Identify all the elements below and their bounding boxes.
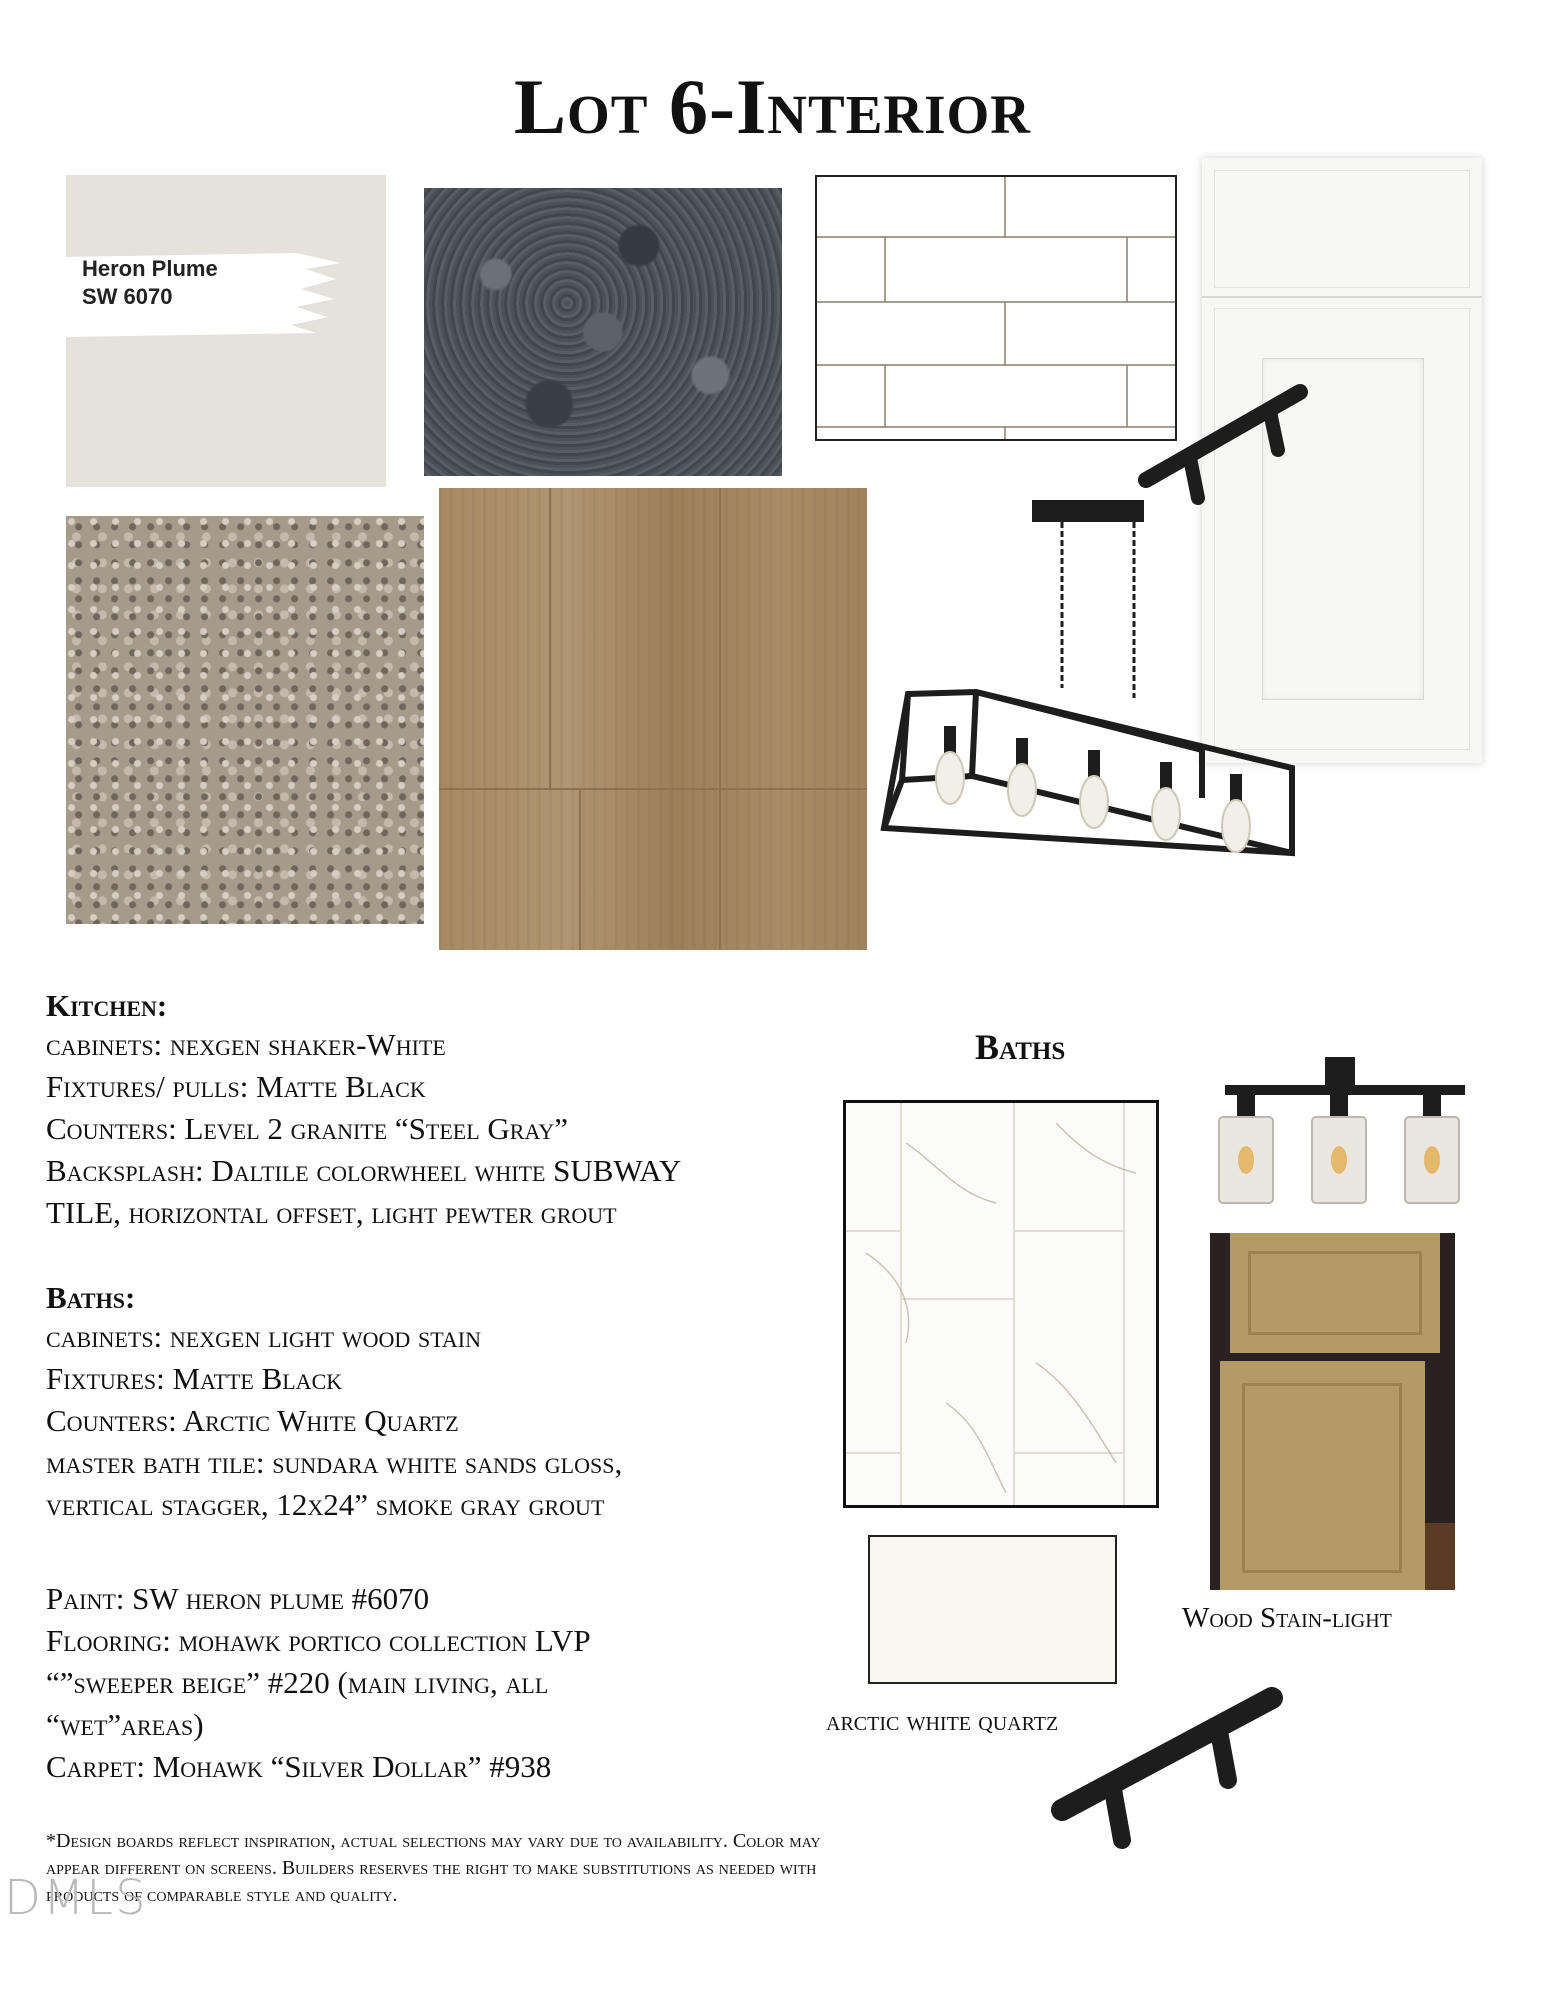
- baths-section-title: Baths: [975, 1027, 1066, 1067]
- general-spec-line: Paint: SW heron plume #6070: [46, 1581, 430, 1616]
- kitchen-heading: Kitchen:: [46, 988, 168, 1023]
- baths-spec-line: cabinets: nexgen light wood stain: [46, 1319, 482, 1354]
- master-bath-tile-sample: [843, 1100, 1159, 1508]
- general-spec-line: “wet”areas): [46, 1707, 204, 1742]
- bath-vanity-light-icon: [1215, 1055, 1475, 1215]
- paint-swatch: [66, 175, 386, 487]
- baths-spec-line: master bath tile: sundara white sands gloss,: [46, 1445, 623, 1480]
- cabinet-pull-icon: [1130, 370, 1330, 510]
- general-spec-line: “”sweeper beige” #220 (main living, all: [46, 1665, 549, 1700]
- kitchen-pendant-light-icon: [872, 498, 1302, 878]
- baths-spec-line: Counters: Arctic White Quartz: [46, 1403, 459, 1438]
- arctic-white-quartz-sample: [868, 1535, 1117, 1684]
- general-spec-line: Carpet: Mohawk “Silver Dollar” #938: [46, 1749, 552, 1784]
- general-specs: [46, 1578, 591, 1788]
- wood-stain-caption: Wood Stain-light: [1182, 1602, 1392, 1634]
- subway-tile-sample: [815, 175, 1177, 441]
- subway-tile-grid: [817, 177, 1175, 439]
- wood-floor-sample: [439, 488, 867, 950]
- baths-spec-line: Fixtures: Matte Black: [46, 1361, 343, 1396]
- baths-heading: Baths:: [46, 1280, 136, 1315]
- wood-stain-cabinet-sample: [1210, 1233, 1455, 1590]
- baths-spec-line: vertical stagger, 12x24” smoke gray grout: [46, 1487, 605, 1522]
- granite-sample: [424, 188, 782, 476]
- bath-tile-pattern: [846, 1103, 1156, 1505]
- kitchen-spec-line: Counters: Level 2 granite “Steel Gray”: [46, 1111, 568, 1146]
- kitchen-spec-line: Fixtures/ pulls: Matte Black: [46, 1069, 426, 1104]
- arctic-quartz-caption: arctic white quartz: [826, 1705, 1059, 1737]
- paint-swatch-name: Heron Plume: [82, 256, 218, 281]
- baths-specs: [46, 1280, 622, 1526]
- kitchen-spec-line: Backsplash: Daltile colorwheel white SUBWAY: [46, 1153, 682, 1188]
- general-spec-line: Flooring: mohawk portico collection LVP: [46, 1623, 591, 1658]
- paint-swatch-code: SW 6070: [82, 284, 173, 309]
- kitchen-spec-line: TILE, horizontal offset, light pewter grout: [46, 1195, 617, 1230]
- cabinet-pull-icon: [1040, 1680, 1290, 1860]
- disclaimer: *Design boards reflect inspiration, actual selections may vary due to availability. Color may appear different on screens. Builders reserves the right to make substitutions as needed with products of comparable style and quality.: [46, 1830, 821, 1906]
- page-title: Lot 6-Interior: [513, 63, 1032, 150]
- kitchen-specs: [46, 988, 681, 1234]
- kitchen-spec-line: cabinets: nexgen shaker-White: [46, 1027, 446, 1062]
- watermark: DMLS: [4, 1870, 148, 1926]
- carpet-sample: [66, 516, 424, 924]
